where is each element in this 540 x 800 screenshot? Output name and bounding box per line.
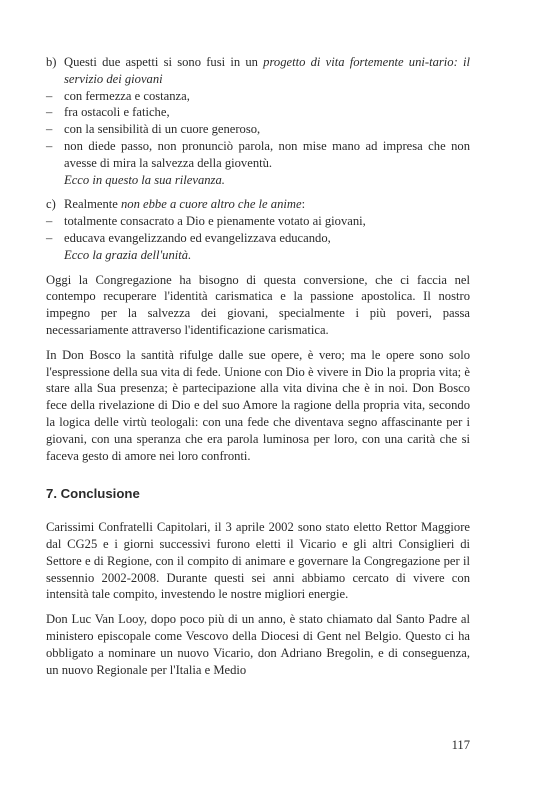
dash-marker: –	[46, 138, 53, 153]
section-c-intro-end: :	[301, 197, 306, 212]
dash-marker: –	[46, 105, 53, 120]
list-marker-c: c)	[46, 197, 56, 212]
list-item-text: fra ostacoli e fatiche,	[64, 105, 170, 120]
section-c-intro-italic: non ebbe a cuore altro che le anime	[121, 197, 302, 212]
section-b-closing: Ecco in questo la sua rilevanza.	[64, 172, 225, 187]
page-number: 117	[451, 738, 470, 752]
list-item-text: non diede passo, non pronunciò parola, non mise mano ad impresa che non avesse di mira la salvezza della gioventù.	[64, 138, 470, 170]
list-item	[46, 230, 470, 247]
list-item	[46, 88, 470, 105]
section-b-intro-text: Questi due aspetti si sono fusi in un	[64, 55, 264, 69]
body-paragraph: Carissimi Confratelli Capitolari, il 3 aprile 2002 sono stato eletto Rettor Maggiore dal CG25 e i giorni successivi furono eletti il Vicario e gli altri Consiglieri di Settore e di Regione, con il compito di animare e governare la Congregazione per il sessennio 2002-2008. Durante questi sei anni abbiamo cercato di vivere con intensità tale compito, investendo le nostre migliori energie.	[46, 520, 470, 602]
section-c	[46, 196, 470, 263]
dash-marker: –	[46, 88, 53, 103]
section-b-intro	[46, 54, 470, 88]
list-item	[46, 213, 470, 230]
section-b-intro-italic: progetto di vita fortemente uni-tario: il servizio dei giovani	[64, 55, 470, 86]
dash-marker: –	[46, 230, 53, 245]
list-item-text: con fermezza e costanza,	[64, 88, 190, 103]
list-item-text: educava evangelizzando ed evangelizzava educando,	[64, 230, 331, 245]
list-marker-b: b)	[46, 55, 57, 69]
dash-marker: –	[46, 214, 53, 229]
section-b	[46, 54, 470, 188]
dash-marker: –	[46, 122, 53, 137]
list-item	[46, 138, 470, 172]
body-paragraph: In Don Bosco la santità rifulge dalle sue opere, è vero; ma le opere sono solo l'espressione della sua vita di fede. Unione con Dio è vivere in Dio la propria vita; è stare alla Sua presenza; è partecipazione alla vita divina che è in noi. Don Bosco fece della rivelazione di Dio e del suo Amore la ragione della propria vita, secondo la logica delle virtù teologali: con una fede che diventava segno affascinante per i giovani, con una speranza che era parola luminosa per loro, con una carità che si faceva gesto di amore nei loro confronti.	[46, 347, 470, 463]
body-paragraph: Oggi la Congregazione ha bisogno di questa conversione, che ci faccia nel contempo recuperare l'identità carismatica e la passione apostolica. Il nostro impegno per la salvezza dei giovani, specialmente i più poveri, passa necessariamente attraverso l'identificazione carismatica.	[46, 272, 470, 337]
list-item-text: totalmente consacrato a Dio e pienamente votato ai giovani,	[64, 214, 366, 229]
body-paragraph: Don Luc Van Looy, dopo poco più di un anno, è stato chiamato dal Santo Padre al ministero episcopale come Vescovo della Diocesi di Gent nel Belgio. Questo ci ha obbligato a nominare un nuovo Vicario, don Adriano Bregolin, e di conseguenza, un nuovo Regionale per l'Italia e Medio	[46, 612, 470, 677]
section-c-closing: Ecco la grazia dell'unità.	[64, 247, 192, 262]
section-c-intro	[46, 196, 470, 213]
list-item-text: con la sensibilità di un cuore generoso,	[64, 122, 261, 137]
section-heading: 7. Conclusione	[46, 486, 140, 502]
list-item	[46, 121, 470, 138]
page-body	[46, 54, 470, 678]
section-c-intro-text: Realmente	[64, 197, 121, 212]
list-item	[46, 104, 470, 121]
